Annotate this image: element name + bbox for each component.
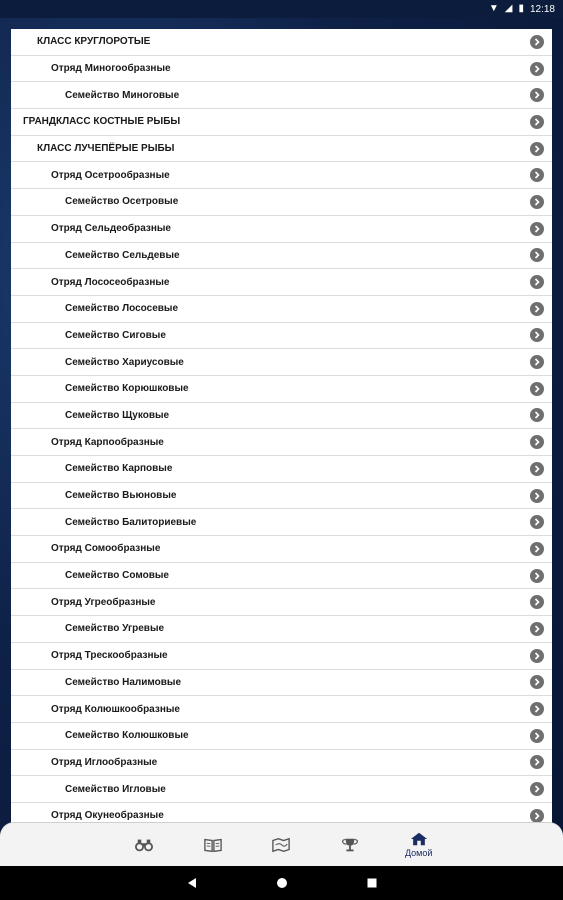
list-item[interactable] xyxy=(11,776,552,803)
chevron-right-icon xyxy=(530,355,544,369)
list-item[interactable] xyxy=(11,243,552,270)
list-item[interactable] xyxy=(11,643,552,670)
list-item[interactable] xyxy=(11,589,552,616)
nav-map[interactable] xyxy=(261,825,301,865)
list-item-label: Семейство Вьюновые xyxy=(65,490,177,502)
chevron-right-icon xyxy=(530,729,544,743)
chevron-right-icon xyxy=(530,435,544,449)
list-item[interactable] xyxy=(11,696,552,723)
list-item[interactable] xyxy=(11,82,552,109)
list-item-label: Семейство Лососевые xyxy=(65,303,179,315)
list-item-label: ГРАНДКЛАСС КОСТНЫЕ РЫБЫ xyxy=(23,116,181,128)
nav-home-label: Домой xyxy=(404,848,433,858)
chevron-right-icon xyxy=(530,542,544,556)
list-item-label: Семейство Корюшковые xyxy=(65,383,189,395)
list-item[interactable] xyxy=(11,29,552,56)
chevron-right-icon xyxy=(530,35,544,49)
chevron-right-icon xyxy=(530,755,544,769)
nav-binoculars[interactable] xyxy=(124,825,164,865)
list-item-label: Отряд Окунеобразные xyxy=(51,810,164,822)
chevron-right-icon xyxy=(530,702,544,716)
list-item-label: Отряд Осетрообразные xyxy=(51,169,170,181)
chevron-right-icon xyxy=(530,782,544,796)
list-item-label: Отряд Угреобразные xyxy=(51,596,156,608)
back-icon[interactable] xyxy=(186,877,198,889)
signal-icon: ◢ xyxy=(504,3,513,14)
chevron-right-icon xyxy=(530,248,544,262)
chevron-right-icon xyxy=(530,62,544,76)
chevron-right-icon xyxy=(530,382,544,396)
list-item-label: Отряд Сомообразные xyxy=(51,543,161,555)
list-item[interactable] xyxy=(11,536,552,563)
list-item-label: КЛАСС КРУГЛОРОТЫЕ xyxy=(37,36,151,48)
list-item[interactable] xyxy=(11,723,552,750)
list-item-label: Отряд Лососеобразные xyxy=(51,276,170,288)
wifi-icon: ▼ xyxy=(488,3,499,14)
map-icon xyxy=(272,837,290,853)
list-item-label: Семейство Сомовые xyxy=(65,570,169,582)
nav-trophy[interactable] xyxy=(330,825,370,865)
chevron-right-icon xyxy=(530,622,544,636)
list-item[interactable] xyxy=(11,269,552,296)
list-item-label: Семейство Налимовые xyxy=(65,676,182,688)
chevron-right-icon xyxy=(530,222,544,236)
chevron-right-icon xyxy=(530,569,544,583)
nav-home[interactable] xyxy=(399,825,439,865)
list-item[interactable] xyxy=(11,509,552,536)
nav-book[interactable] xyxy=(193,825,233,865)
list-item-label: Семейство Карповые xyxy=(65,463,173,475)
list-item-label: Семейство Игловые xyxy=(65,783,166,795)
list-item-label: Отряд Колюшкообразные xyxy=(51,703,180,715)
chevron-right-icon xyxy=(530,115,544,129)
chevron-right-icon xyxy=(530,489,544,503)
status-time: 12:18 xyxy=(529,3,555,15)
list-item[interactable] xyxy=(11,429,552,456)
list-item-label: Семейство Осетровые xyxy=(65,196,179,208)
list-item[interactable] xyxy=(11,483,552,510)
list-item[interactable] xyxy=(11,323,552,350)
list-item[interactable] xyxy=(11,616,552,643)
list-item-label: Отряд Трескообразные xyxy=(51,650,168,662)
chevron-right-icon xyxy=(530,462,544,476)
list-item[interactable] xyxy=(11,216,552,243)
chevron-right-icon xyxy=(530,328,544,342)
bottom-navigation xyxy=(0,822,563,866)
list-item-label: КЛАСС ЛУЧЕПЁРЫЕ РЫБЫ xyxy=(37,143,175,155)
list-item[interactable] xyxy=(11,136,552,163)
list-item-label: Семейство Миноговые xyxy=(65,89,180,101)
chevron-right-icon xyxy=(530,168,544,182)
list-item[interactable] xyxy=(11,56,552,83)
chevron-right-icon xyxy=(530,88,544,102)
list-item[interactable] xyxy=(11,750,552,777)
status-bar xyxy=(0,0,563,18)
list-item-label: Семейство Балиториевые xyxy=(65,516,197,528)
list-item[interactable] xyxy=(11,189,552,216)
list-item[interactable] xyxy=(11,109,552,136)
list-item[interactable] xyxy=(11,162,552,189)
list-item[interactable] xyxy=(11,563,552,590)
list-item-label: Семейство Хариусовые xyxy=(65,356,184,368)
book-icon xyxy=(204,837,222,853)
home-icon xyxy=(410,831,428,847)
chevron-right-icon xyxy=(530,649,544,663)
chevron-right-icon xyxy=(530,142,544,156)
chevron-right-icon xyxy=(530,809,544,823)
list-item[interactable] xyxy=(11,296,552,323)
list-item[interactable] xyxy=(11,670,552,697)
battery-icon: ▮ xyxy=(518,3,524,14)
chevron-right-icon xyxy=(530,195,544,209)
list-item-label: Семейство Сиговые xyxy=(65,329,166,341)
recents-icon[interactable] xyxy=(366,877,378,889)
chevron-right-icon xyxy=(530,275,544,289)
chevron-right-icon xyxy=(530,515,544,529)
list-item-label: Семейство Угревые xyxy=(65,623,165,635)
home-circle-icon[interactable] xyxy=(276,877,288,889)
list-item[interactable] xyxy=(11,376,552,403)
trophy-icon xyxy=(341,837,359,853)
taxonomy-list xyxy=(11,29,552,829)
list-item-label: Семейство Щуковые xyxy=(65,409,170,421)
list-item-label: Семейство Сельдевые xyxy=(65,249,180,261)
chevron-right-icon xyxy=(530,595,544,609)
list-item-label: Отряд Иглообразные xyxy=(51,756,158,768)
chevron-right-icon xyxy=(530,302,544,316)
list-item[interactable] xyxy=(11,349,552,376)
chevron-right-icon xyxy=(530,675,544,689)
system-navigation-bar xyxy=(0,866,563,900)
list-item[interactable] xyxy=(11,456,552,483)
chevron-right-icon xyxy=(530,408,544,422)
list-item-label: Отряд Карпообразные xyxy=(51,436,164,448)
list-item-label: Семейство Колюшковые xyxy=(65,730,189,742)
list-item-label: Отряд Миногообразные xyxy=(51,63,171,75)
binoculars-icon xyxy=(135,837,153,853)
list-item-label: Отряд Сельдеобразные xyxy=(51,223,171,235)
list-item[interactable] xyxy=(11,403,552,430)
